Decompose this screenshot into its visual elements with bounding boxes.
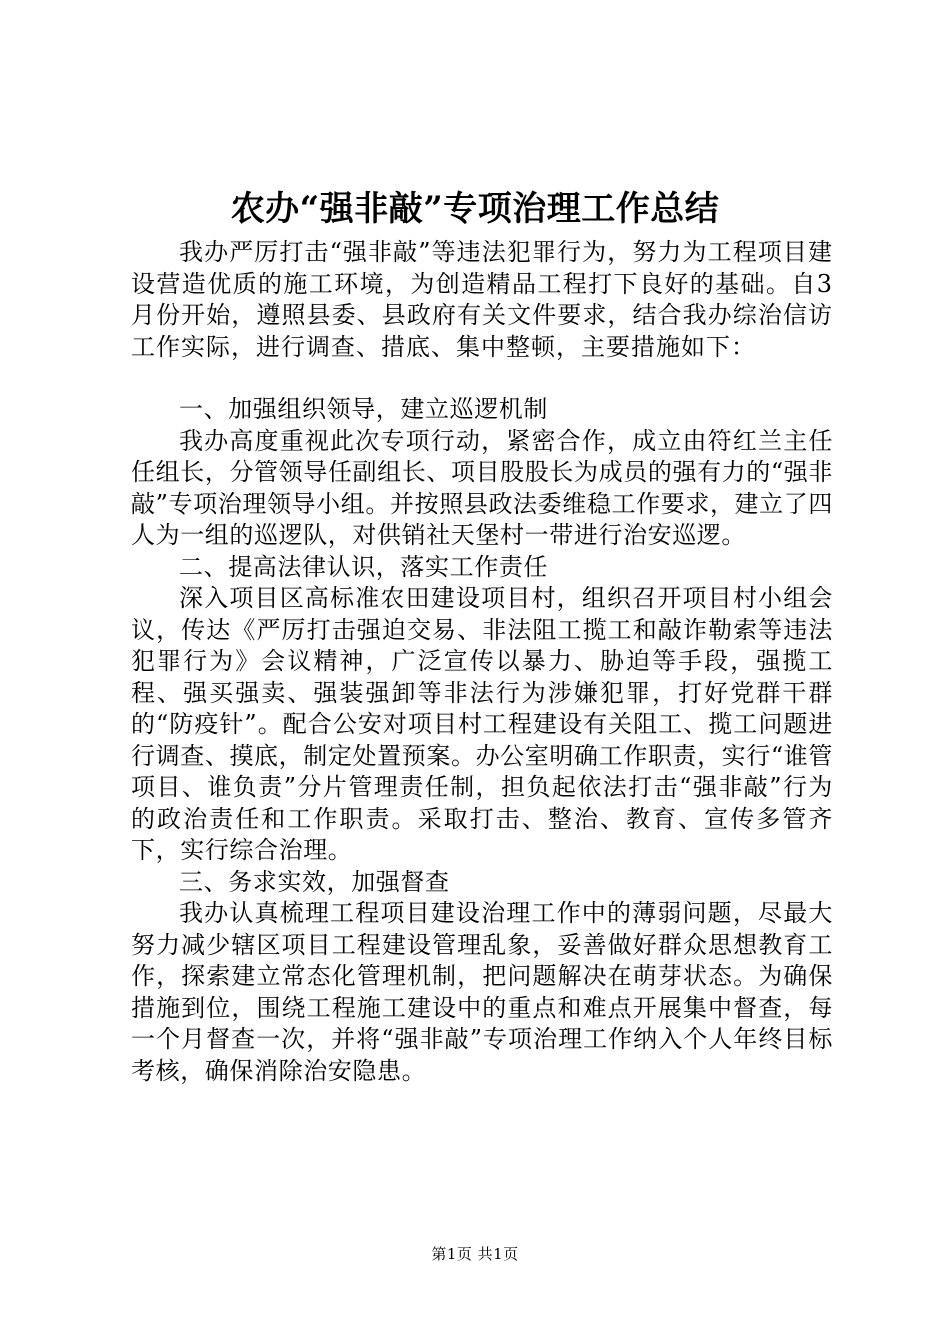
section-1-heading: 一、加强组织领导，建立巡逻机制 [179, 395, 548, 423]
section-1-paragraph: 我办高度重视此次专项行动，紧密合作，成立由符红兰主任任组长，分管领导任副组长、项目股股长为成员的强有力的“强非敲”专项治理领导小组。并按照县政法委维稳工作要求，建立了四人为一组的巡逻队，对供销社天堡村一带进行治安巡逻。 [131, 426, 833, 549]
section-2-heading: 二、提高法律认识，落实工作责任 [179, 552, 548, 581]
page-number-footer: 第1页 共1页 [431, 1245, 519, 1263]
section-2-paragraph: 深入项目区高标准农田建设项目村，组织召开项目村小组会议，传达《严厉打击强迫交易、非法阻工揽工和敲诈勒索等违法犯罪行为》会议精神，广泛宣传以暴力、胁迫等手段，强揽工程、强买强卖、强装强卸等非法行为涉嫌犯罪，打好党群干群的“防疫针”。配合公安对项目村工程建设有关阻工、揽工问题进行调查、摸底，制定处置预案。办公室明确工作职责，实行“谁管项目、谁负责”分片管理责任制，担负起依法打击“强非敲”行为的政治责任和工作职责。采取打击、整治、教育、宣传多管齐下，实行综合治理。 [131, 584, 833, 864]
document-body [131, 237, 833, 1087]
intro-paragraph: 我办严厉打击“强非敲”等违法犯罪行为，努力为工程项目建设营造优质的施工环境，为创造精品工程打下良好的基础。自3月份开始，遵照县委、县政府有关文件要求，结合我办综治信访工作实际，进行调查、措底、集中整顿，主要措施如下： [131, 238, 833, 361]
section-3-heading: 三、务求实效，加强督查 [179, 867, 450, 896]
section-3-paragraph: 我办认真梳理工程项目建设治理工作中的薄弱问题，尽最大努力减少辖区项目工程建设管理乱象，妥善做好群众思想教育工作，探索建立常态化管理机制，把问题解决在萌芽状态。为确保措施到位，围绕工程施工建设中的重点和难点开展集中督查，每一个月督查一次，并将“强非敲”专项治理工作纳入个人年终目标考核，确保消除治安隐患。 [131, 899, 833, 1085]
document-title: 农办“强非敲”专项治理工作总结 [230, 189, 720, 229]
